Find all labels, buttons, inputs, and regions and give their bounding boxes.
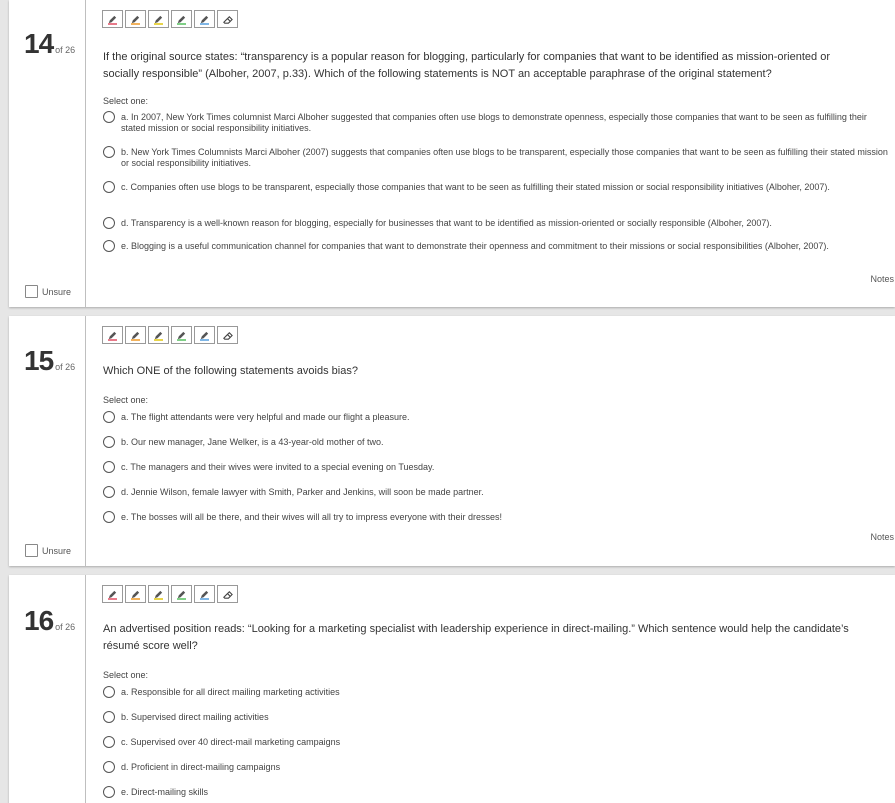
answer-option-d[interactable]: d. Proficient in direct-mailing campaigns xyxy=(103,762,893,773)
unsure-label: Unsure xyxy=(42,286,72,297)
unsure-checkbox[interactable] xyxy=(25,544,71,557)
color-swatch xyxy=(108,339,117,341)
highlighter-toolbar xyxy=(102,585,238,603)
color-swatch xyxy=(108,598,117,600)
unsure-label: Unsure xyxy=(42,545,72,556)
answer-option-e[interactable]: e. Direct-mailing skills xyxy=(103,787,893,798)
radio-button[interactable] xyxy=(103,461,115,473)
select-one-label: Select one: xyxy=(103,395,149,405)
radio-button[interactable] xyxy=(103,711,115,723)
color-swatch xyxy=(154,23,163,25)
radio-button[interactable] xyxy=(103,786,115,798)
color-swatch xyxy=(131,23,140,25)
answer-option-b[interactable]: b. Our new manager, Jane Welker, is a 43-year-old mother of two. xyxy=(103,437,893,448)
radio-button[interactable] xyxy=(103,240,115,252)
checkbox-icon[interactable] xyxy=(25,285,38,298)
question-card-16 xyxy=(9,575,895,803)
question-sidebar xyxy=(9,575,86,803)
color-swatch xyxy=(200,339,209,341)
radio-button[interactable] xyxy=(103,146,115,158)
highlighter-toolbar xyxy=(102,10,238,28)
answer-option-b[interactable]: b. New York Times Columnists Marci Alboher (2007) suggests that companies often use blogs to be transparent, especially those companies that want to be seen as fulfilling their stated mission or social responsibility initiatives. xyxy=(103,147,893,169)
blue-highlighter-button[interactable] xyxy=(194,10,215,28)
question-sidebar xyxy=(9,0,86,307)
answer-option-e[interactable]: e. Blogging is a useful communication channel for companies that want to demonstrate their openness and commitment to their missions or social responsibilities (Alboher, 2007). xyxy=(103,241,893,252)
question-text: If the original source states: “transparency is a popular reason for blogging, particularly for companies that want to be identified as mission-oriented or socially responsible” (Alboher, 2007, p.33). Which of the following statements is NOT an acceptable paraphrase of the original statement? xyxy=(103,51,830,80)
answer-option-a[interactable]: a. In 2007, New York Times columnist Marci Alboher suggested that companies often use blogs to demonstrate openness, especially those companies that want to be seen as fulfilling their stated mission or social responsibility initiatives. xyxy=(103,112,893,134)
color-swatch xyxy=(177,339,186,341)
color-swatch xyxy=(177,23,186,25)
green-highlighter-button[interactable] xyxy=(171,326,192,344)
radio-button[interactable] xyxy=(103,486,115,498)
green-highlighter-button[interactable] xyxy=(171,585,192,603)
color-swatch xyxy=(154,339,163,341)
radio-button[interactable] xyxy=(103,511,115,523)
eraser-icon xyxy=(222,330,233,341)
radio-button[interactable] xyxy=(103,411,115,423)
blue-highlighter-button[interactable] xyxy=(194,326,215,344)
color-swatch xyxy=(200,23,209,25)
answer-option-c[interactable]: c. The managers and their wives were invited to a special evening on Tuesday. xyxy=(103,462,893,473)
radio-button[interactable] xyxy=(103,436,115,448)
question-text: Which ONE of the following statements avoids bias? xyxy=(103,365,358,377)
color-swatch xyxy=(131,339,140,341)
notes-link[interactable]: Notes xyxy=(870,274,894,284)
eraser-icon xyxy=(222,589,233,600)
yellow-highlighter-button[interactable] xyxy=(148,326,169,344)
answer-option-c[interactable]: c. Companies often use blogs to be transparent, especially those companies that want to be seen as fulfilling their stated mission or social responsibility initiatives (Alboher, 2007). xyxy=(103,182,893,193)
pink-highlighter-button[interactable] xyxy=(102,10,123,28)
radio-button[interactable] xyxy=(103,217,115,229)
color-swatch xyxy=(108,23,117,25)
color-swatch xyxy=(177,598,186,600)
radio-button[interactable] xyxy=(103,686,115,698)
orange-highlighter-button[interactable] xyxy=(125,585,146,603)
yellow-highlighter-button[interactable] xyxy=(148,10,169,28)
checkbox-icon[interactable] xyxy=(25,544,38,557)
answer-option-b[interactable]: b. Supervised direct mailing activities xyxy=(103,712,893,723)
eraser-icon xyxy=(222,14,233,25)
radio-button[interactable] xyxy=(103,111,115,123)
color-swatch xyxy=(131,598,140,600)
answer-option-d[interactable]: d. Transparency is a well-known reason for blogging, especially for businesses that want to be identified as mission-oriented or socially responsible (Alboher, 2007). xyxy=(103,218,893,229)
eraser-button[interactable] xyxy=(217,326,238,344)
orange-highlighter-button[interactable] xyxy=(125,10,146,28)
pink-highlighter-button[interactable] xyxy=(102,585,123,603)
question-number: 15 of 26 xyxy=(24,345,76,376)
answer-option-a[interactable]: a. Responsible for all direct mailing marketing activities xyxy=(103,687,893,698)
select-one-label: Select one: xyxy=(103,670,149,680)
question-card-14 xyxy=(9,0,895,307)
radio-button[interactable] xyxy=(103,761,115,773)
answer-option-e[interactable]: e. The bosses will all be there, and their wives will all try to impress everyone with their dresses! xyxy=(103,512,893,523)
answer-option-d[interactable]: d. Jennie Wilson, female lawyer with Smith, Parker and Jenkins, will soon be made partner. xyxy=(103,487,893,498)
question-text: An advertised position reads: “Looking for a marketing specialist with leadership experience in direct-mailing.” Which sentence would help the candidate’s résumé score well? xyxy=(103,623,849,652)
question-number: 16 of 26 xyxy=(24,605,76,636)
eraser-button[interactable] xyxy=(217,585,238,603)
blue-highlighter-button[interactable] xyxy=(194,585,215,603)
orange-highlighter-button[interactable] xyxy=(125,326,146,344)
radio-button[interactable] xyxy=(103,736,115,748)
radio-button[interactable] xyxy=(103,181,115,193)
pink-highlighter-button[interactable] xyxy=(102,326,123,344)
green-highlighter-button[interactable] xyxy=(171,10,192,28)
unsure-checkbox[interactable] xyxy=(25,285,71,298)
yellow-highlighter-button[interactable] xyxy=(148,585,169,603)
question-sidebar xyxy=(9,316,86,566)
question-number: 14 of 26 xyxy=(24,28,76,59)
answer-option-a[interactable]: a. The flight attendants were very helpful and made our flight a pleasure. xyxy=(103,412,893,423)
color-swatch xyxy=(200,598,209,600)
select-one-label: Select one: xyxy=(103,96,149,106)
answer-option-c[interactable]: c. Supervised over 40 direct-mail marketing campaigns xyxy=(103,737,893,748)
notes-link[interactable]: Notes xyxy=(870,532,894,542)
color-swatch xyxy=(154,598,163,600)
eraser-button[interactable] xyxy=(217,10,238,28)
highlighter-toolbar xyxy=(102,326,238,344)
question-card-15 xyxy=(9,316,895,566)
